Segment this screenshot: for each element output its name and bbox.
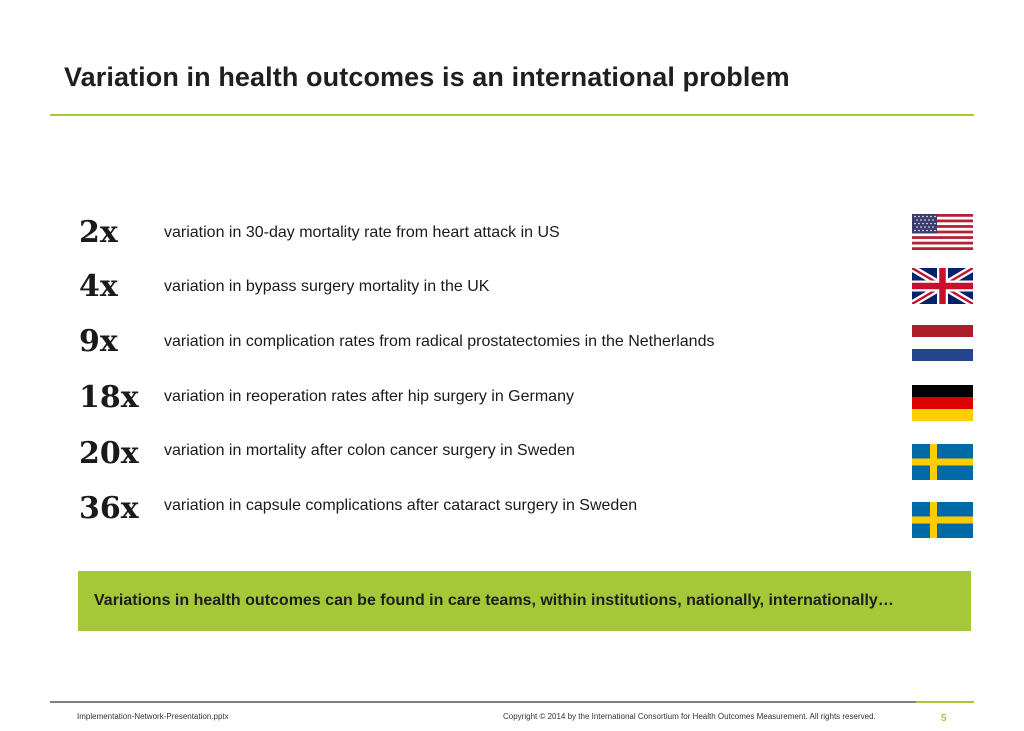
variation-row-uk [0,268,1024,318]
page-number: 5 [941,713,947,724]
footer-divider [50,701,916,703]
slide-title: Variation in health outcomes is an international problem [64,62,790,92]
multiplier-value: 18x [79,380,139,415]
variation-description: variation in 30-day mortality rate from heart attack in US [164,224,560,241]
multiplier-value: 2x [79,215,118,250]
title-divider [50,114,974,116]
sweden-flag-icon [912,444,973,480]
callout-text: Variations in health outcomes can be found in care teams, within institutions, nationally, internationally… [94,592,894,609]
usa-flag-icon [912,214,973,250]
variation-description: variation in reoperation rates after hip surgery in Germany [164,388,574,405]
variation-description: variation in bypass surgery mortality in the UK [164,278,490,295]
footer-accent-divider [916,701,974,703]
variation-row-us [0,214,1024,264]
variation-row-sweden [0,436,1024,494]
germany-flag-icon [912,385,973,421]
variation-row-sweden-cataract [0,491,1024,552]
variation-description: variation in capsule complications after cataract surgery in Sweden [164,497,638,514]
footer-filename: Implementation-Network-Presentation.pptx [77,712,229,721]
summary-callout [78,571,971,631]
multiplier-value: 20x [79,436,139,471]
multiplier-value: 9x [79,324,118,359]
variation-description: variation in complication rates from radical prostatectomies in the Netherlands [164,333,715,350]
sweden-flag-icon [912,502,973,538]
footer-copyright: Copyright © 2014 by the International Consortium for Health Outcomes Measurement. All rights reserved. [503,712,876,721]
variation-description: variation in mortality after colon cancer surgery in Sweden [164,442,575,459]
variation-row-netherlands [0,325,1024,375]
multiplier-value: 36x [79,491,139,526]
netherlands-flag-icon [912,325,973,361]
multiplier-value: 4x [79,269,118,304]
variation-row-germany [0,380,1024,435]
uk-flag-icon [912,268,973,304]
